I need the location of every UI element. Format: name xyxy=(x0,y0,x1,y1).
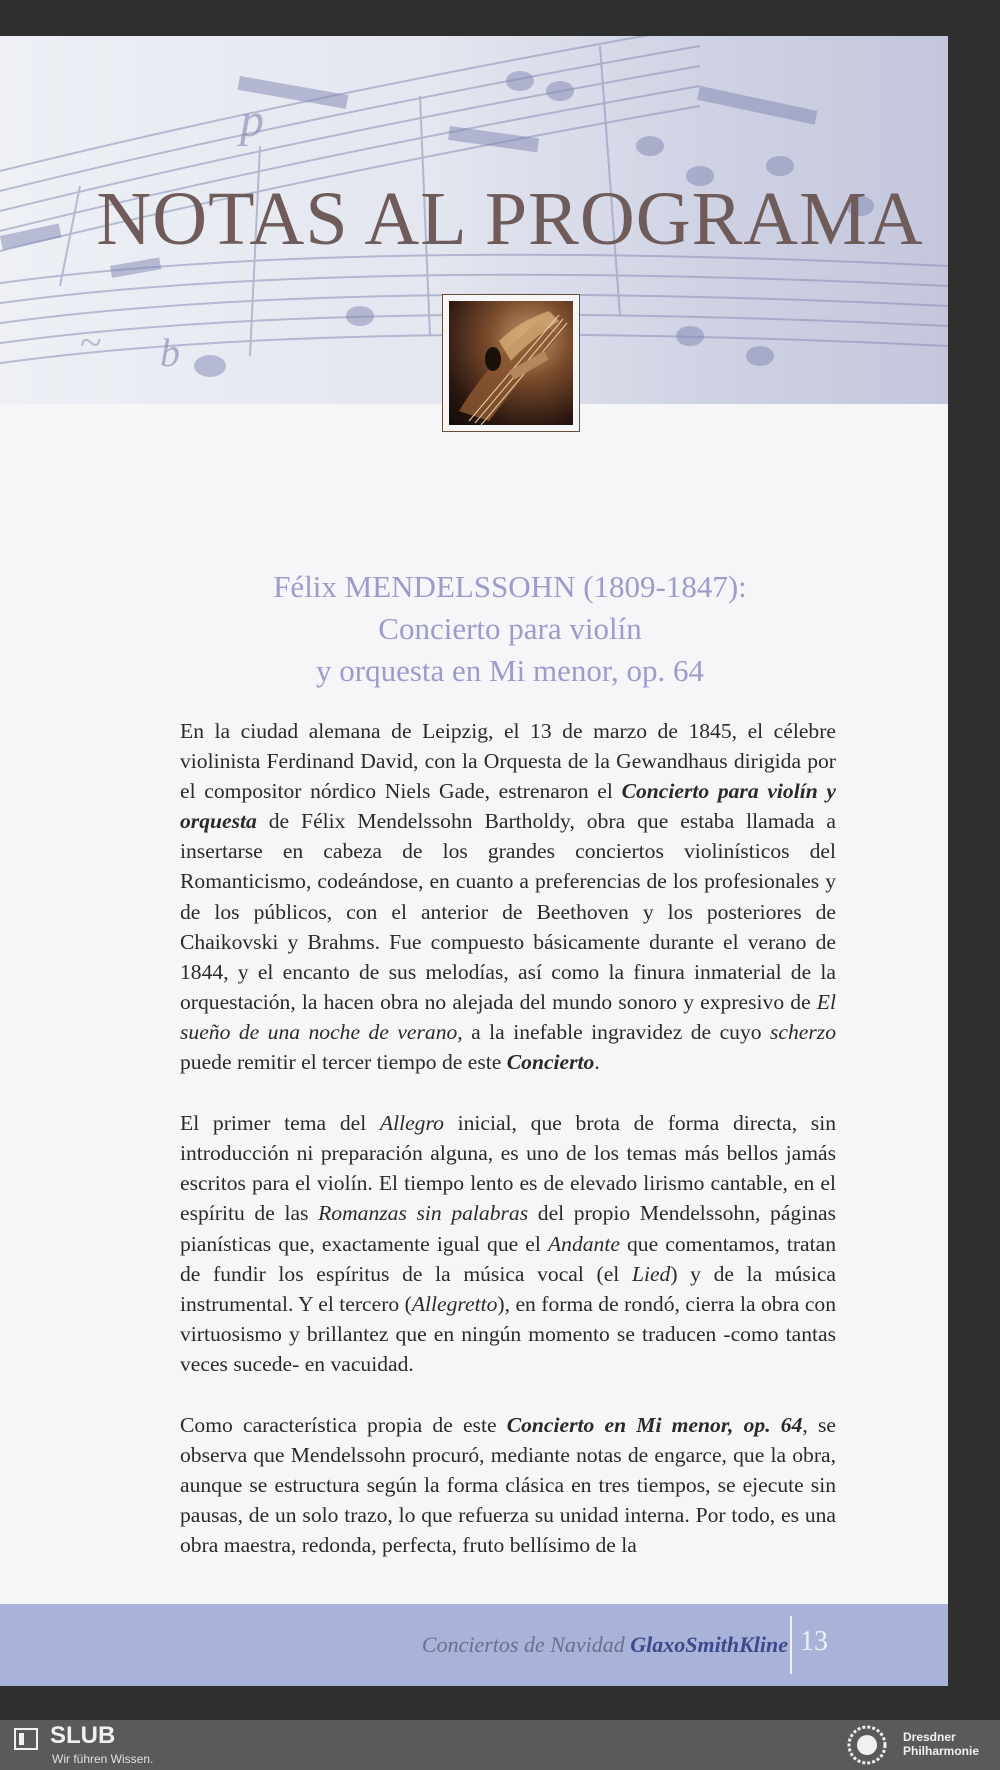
piece-heading xyxy=(160,566,860,692)
violin-photo-frame xyxy=(442,294,580,432)
svg-text:p: p xyxy=(240,94,264,147)
partner-name[interactable] xyxy=(903,1730,979,1758)
philharmonie-logo-icon[interactable] xyxy=(840,1722,894,1768)
library-tagline: Wir führen Wissen. xyxy=(52,1752,154,1766)
svg-text:~: ~ xyxy=(80,320,102,365)
library-logo[interactable]: SLUB xyxy=(50,1722,116,1749)
partner-name-line2: Philharmonie xyxy=(903,1744,980,1758)
page-number: 13 xyxy=(800,1626,828,1657)
footer-band xyxy=(0,1604,948,1686)
viewer-footer-bar xyxy=(0,1720,1000,1770)
paragraph-structure: Como característica propia de este Concierto en Mi menor, op. 64, se observa que Mendelssohn procuró, mediante notas de engarce, que la obra, aunque se estructura según la forma clásica en tres tiempos, se ejecute sin pausas, de un solo trazo, lo que refuerza su unidad interna. Por todo, es una obra maestra, redonda, perfecta, fruto bellísimo de la xyxy=(180,1412,836,1558)
program-page xyxy=(0,36,948,1686)
book-icon xyxy=(14,1728,38,1750)
work-title-line: Concierto para violín xyxy=(378,611,642,646)
footer-credit xyxy=(422,1632,788,1658)
footer-sponsor: GlaxoSmithKline xyxy=(630,1632,788,1657)
composer-line: Félix MENDELSSOHN (1809-1847): xyxy=(273,569,747,604)
paragraph-premiere: En la ciudad alemana de Leipzig, el 13 de marzo de 1845, el célebre violinista Ferdinand David, con la Orquesta de la Gewandhaus dirigida por el compositor nórdico Niels Gade, estrenaron el Concierto para violín y orquesta de Félix Mendelssohn Bartholdy, obra que estaba llamada a insertarse en cabeza de los grandes conciertos violinísticos del Romanticismo, codeándose, en cuanto a preferencias de los profesionales y de los públicos, con el anterior de Beethoven y los posteriores de Chaikovski y Brahms. Fue compuesto básicamente durante el verano de 1844, y el encanto de sus melodías, así como la finura inmaterial de la orquestación, la hacen obra no alejada del mundo sonoro y expresivo de El sueño de una noche de verano, a la inefable ingravidez de cuyo scherzo puede remitir el tercer tiempo de este Concierto. xyxy=(180,719,836,1075)
work-key-line: y orquesta en Mi menor, op. 64 xyxy=(316,653,704,688)
paragraph-movements: El primer tema del Allegro inicial, que brota de forma directa, sin introducción ni preparación alguna, es uno de los temas más bellos jamás escritos para el violín. El tiempo lento es de elevado lirismo cantable, en el espíritu de las Romanzas sin palabras del propio Mendelssohn, páginas pianísticas que, exactamente igual que el Andante que comentamos, tratan de fundir los espíritus de la música vocal (el Lied) y de la música instrumental. Y el tercero (Allegretto), en forma de rondó, cierra la obra con virtuosismo y brillantez que en ningún momento se traducen -como tantas veces sucede- en vacuidad. xyxy=(180,1111,836,1376)
svg-text:b: b xyxy=(160,330,180,375)
footer-divider xyxy=(790,1616,792,1674)
footer-series: Conciertos de Navidad xyxy=(421,1632,625,1657)
violin-photo-image xyxy=(449,301,573,425)
partner-name-line1: Dresdner xyxy=(903,1730,956,1744)
page-title: NOTAS AL PROGRAMA xyxy=(96,177,924,261)
violin-photo xyxy=(449,301,573,425)
program-notes-body xyxy=(180,716,836,1591)
